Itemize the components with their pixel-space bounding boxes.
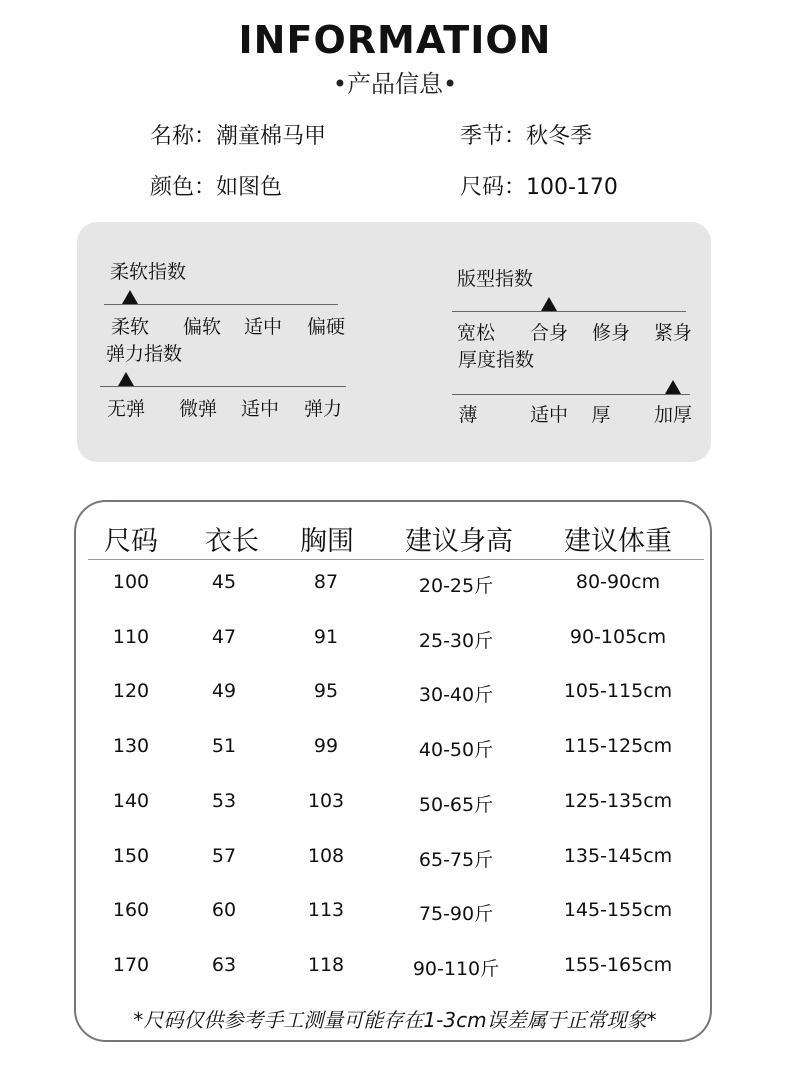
size-table-header-cell: 衣长 — [205, 526, 259, 557]
size-table-header-cell: 胸围 — [300, 526, 354, 557]
size-table-cell: 65-75斤 — [418, 848, 494, 871]
index-scale-line — [100, 386, 346, 387]
index-option: 薄 — [458, 404, 478, 426]
size-table-cell: 60 — [211, 899, 237, 922]
size-table-header-rule — [88, 559, 704, 560]
size-table-cell: 125-135cm — [563, 789, 673, 812]
index-option: 弹力 — [303, 398, 343, 420]
size-table-cell: 118 — [307, 953, 345, 976]
size-table-cell: 103 — [307, 789, 345, 812]
size-table-cell: 110 — [112, 625, 150, 648]
size-table-cell: 47 — [211, 625, 237, 648]
size-table-cell: 53 — [211, 789, 237, 812]
size-table-cell: 50-65斤 — [418, 793, 494, 816]
size-table-cell: 63 — [211, 953, 237, 976]
size-table-cell: 57 — [211, 844, 237, 867]
index-option: 柔软 — [110, 316, 150, 338]
size-table-cell: 25-30斤 — [418, 629, 494, 652]
index-option: 宽松 — [456, 322, 496, 344]
size-table-cell: 113 — [307, 899, 345, 922]
index-option: 加厚 — [653, 404, 693, 426]
size-table-cell: 75-90斤 — [418, 903, 494, 926]
size-table-cell: 95 — [313, 680, 339, 703]
index-selected-marker — [541, 297, 557, 311]
size-table-cell: 135-145cm — [563, 844, 673, 867]
size-table-cell: 87 — [313, 571, 339, 593]
size-table-cell: 105-115cm — [563, 680, 673, 703]
index-scale-line — [452, 311, 686, 312]
size-table-cell: 91 — [313, 625, 339, 648]
size-table-cell: 99 — [313, 735, 339, 758]
index-title: 版型指数 — [457, 268, 534, 290]
index-option: 适中 — [240, 398, 280, 420]
size-table-cell: 100 — [112, 571, 150, 593]
index-option: 适中 — [243, 316, 283, 338]
size-table-cell: 51 — [211, 735, 237, 758]
page-title: INFORMATION — [238, 18, 552, 62]
size-table-cell: 49 — [211, 680, 237, 703]
size-table-cell: 115-125cm — [563, 735, 673, 758]
size-table-cell: 80-90cm — [575, 571, 661, 593]
index-option: 偏硬 — [306, 316, 346, 338]
index-scale-line — [452, 394, 690, 395]
size-table-cell: 130 — [112, 735, 150, 758]
index-scale-line — [104, 304, 338, 305]
index-option: 无弹 — [106, 398, 146, 420]
size-table-header-cell: 尺码 — [104, 526, 158, 557]
size-table-cell: 170 — [112, 953, 150, 976]
product-season: 季节：秋冬季 — [460, 124, 593, 149]
size-table-cell: 155-165cm — [563, 953, 673, 976]
index-title: 厚度指数 — [458, 349, 535, 371]
product-name: 名称：潮童棉马甲 — [150, 124, 327, 149]
index-option: 适中 — [529, 404, 569, 426]
size-table-cell: 160 — [112, 899, 150, 922]
size-table-header-cell: 建议体重 — [564, 526, 672, 557]
index-title: 弹力指数 — [106, 343, 183, 365]
measurement-footnote: *尺码仅供参考手工测量可能存在1-3cm误差属于正常现象* — [133, 1008, 657, 1032]
index-option: 修身 — [591, 322, 631, 344]
size-table-cell: 45 — [211, 571, 237, 593]
size-table-cell: 90-105cm — [569, 625, 667, 648]
index-selected-marker — [122, 290, 138, 304]
index-option: 紧身 — [653, 322, 693, 344]
index-option: 偏软 — [182, 316, 222, 338]
size-table-cell: 20-25斤 — [418, 575, 494, 597]
product-color: 颜色：如图色 — [150, 175, 283, 200]
size-table-cell: 30-40斤 — [418, 684, 494, 707]
size-table-cell: 145-155cm — [563, 899, 673, 922]
product-size: 尺码：100-170 — [460, 175, 618, 200]
size-table-cell: 150 — [112, 844, 150, 867]
index-selected-marker — [118, 372, 134, 386]
size-table-cell: 140 — [112, 789, 150, 812]
index-title: 柔软指数 — [110, 261, 187, 283]
page-subtitle: •产品信息• — [332, 70, 458, 98]
size-table-cell: 120 — [112, 680, 150, 703]
index-selected-marker — [665, 380, 681, 394]
index-option: 合身 — [529, 322, 569, 344]
size-table-cell: 108 — [307, 844, 345, 867]
index-option: 厚 — [591, 404, 611, 426]
size-table-header-cell: 建议身高 — [405, 526, 513, 557]
index-option: 微弹 — [178, 398, 218, 420]
size-table-cell: 90-110斤 — [412, 957, 500, 980]
size-table-cell: 40-50斤 — [418, 739, 494, 762]
